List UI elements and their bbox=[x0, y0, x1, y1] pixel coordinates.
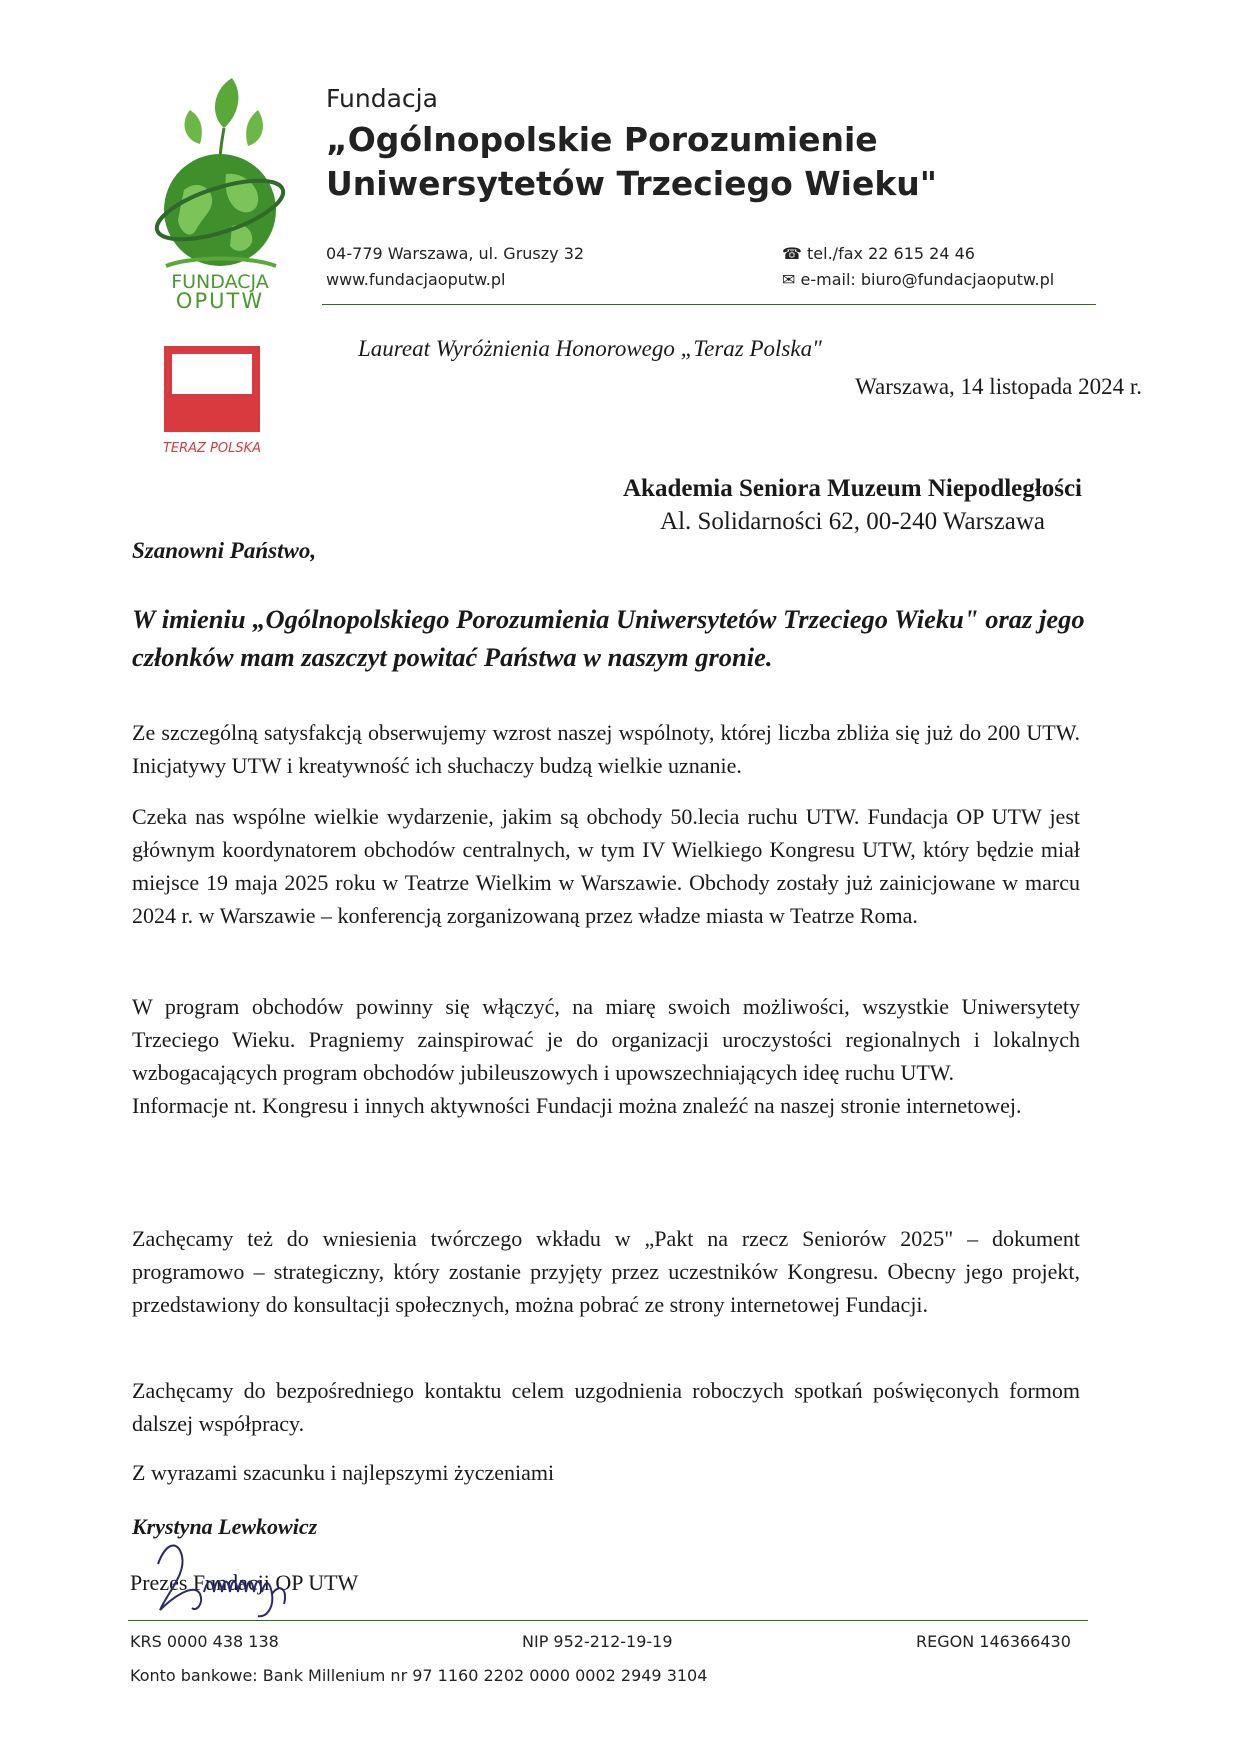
fundacja-label: Fundacja bbox=[326, 84, 438, 113]
paragraph-3 bbox=[132, 990, 1080, 1122]
paragraph-3b: Informacje nt. Kongresu i innych aktywności Fundacji można znaleźć na naszej stronie internetowej. bbox=[132, 1093, 1022, 1118]
intro-paragraph: W imieniu „Ogólnopolskiego Porozumienia Uniwersytetów Trzeciego Wieku" oraz jego członków mam zaszczyt powitać Państwa w naszym gronie. bbox=[132, 604, 1085, 672]
paragraph-1: Ze szczególną satysfakcją obserwujemy wzrost naszej wspólnoty, której liczba zbliża się już do 200 UTW. Inicjatywy UTW i kreatywność ich słuchaczy budzą wielkie uznanie. bbox=[132, 720, 1080, 778]
phone-contact bbox=[782, 244, 975, 263]
handwritten-signature bbox=[138, 1512, 378, 1622]
krs-number: KRS 0000 438 138 bbox=[130, 1632, 279, 1651]
recipient-address: Al. Solidarności 62, 00-240 Warszawa bbox=[660, 508, 1045, 535]
teraz-polska-emblem bbox=[162, 344, 266, 456]
logo-text-fundacja: FUNDACJA bbox=[171, 271, 269, 293]
salutation: Szanowni Państwo, bbox=[132, 538, 317, 563]
footer-divider bbox=[128, 1620, 1088, 1621]
envelope-icon: ✉ bbox=[782, 270, 796, 289]
paragraph-2: Czeka nas wspólne wielkie wydarzenie, jakim są obchody 50.lecia ruchu UTW. Fundacja OP UTW jest głównym koordynatorem obchodów centralnych, w tym IV Wielkiego Kongresu UTW, który będzie miał miejsce 19 maja 2025 roku w Teatrze Wielkim w Warszawie. Obchody zostały już zainicjowane w marcu 2024 r. w Warszawie – konferencją zorganizowaną przez władze miasta w Teatrze Roma. bbox=[132, 804, 1080, 928]
paragraph-4: Zachęcamy też do wniesienia twórczego wkładu w „Pakt na rzecz Seniorów 2025" – dokument programowo – strategiczny, który zostanie przyjęty przez uczestników Kongresu. Obecny jego projekt, przedstawiony do konsultacji społecznych, można pobrać ze strony internetowej Fundacji. bbox=[132, 1226, 1080, 1317]
nip-number: NIP 952-212-19-19 bbox=[522, 1632, 673, 1651]
paragraph-5: Zachęcamy do bezpośredniego kontaktu celem uzgodnienia roboczych spotkań poświęconych formom dalszej współpracy. bbox=[132, 1378, 1080, 1436]
recipient-block bbox=[623, 472, 1082, 538]
fundacja-oputw-logo bbox=[140, 70, 300, 310]
laureat-line: Laureat Wyróżnienia Honorowego „Teraz Polska" bbox=[358, 336, 822, 361]
paragraph-3a: W program obchodów powinny się włączyć, na miarę swoich możliwości, wszystkie Uniwersytety Trzeciego Wieku. Pragniemy zainspirować je do organizacji uroczystości regionalnych i lokalnych wzbogacających program obchodów jubileuszowych i upowszechniających ideę ruchu UTW. bbox=[132, 994, 1080, 1085]
teraz-polska-text: TERAZ POLSKA bbox=[162, 441, 262, 456]
email-text: e-mail: biuro@fundacjaoputw.pl bbox=[800, 270, 1055, 289]
signatory-role: Prezes Fundacji OP UTW bbox=[130, 1570, 359, 1595]
header-divider bbox=[322, 304, 1096, 305]
address: 04-779 Warszawa, ul. Gruszy 32 bbox=[326, 244, 585, 263]
letter-date: Warszawa, 14 listopada 2024 r. bbox=[855, 374, 1142, 399]
phone-text: tel./fax 22 615 24 46 bbox=[807, 244, 975, 263]
regon-number: REGON 146366430 bbox=[916, 1632, 1071, 1651]
email-contact[interactable] bbox=[782, 270, 1054, 289]
foundation-name-line-1: „Ogólnopolskie Porozumienie bbox=[326, 120, 878, 159]
foundation-name-line-2: Uniwersytetów Trzeciego Wieku" bbox=[326, 164, 937, 203]
logo-text-oputw: OPUTW bbox=[175, 289, 265, 310]
phone-icon: ☎ bbox=[782, 244, 802, 263]
signatory-name: Krystyna Lewkowicz bbox=[132, 1514, 318, 1539]
bank-account: Konto bankowe: Bank Millenium nr 97 1160 2202 0000 0002 2949 3104 bbox=[130, 1666, 708, 1685]
closing-line: Z wyrazami szacunku i najlepszymi życzeniami bbox=[132, 1460, 555, 1485]
recipient-name: Akademia Seniora Muzeum Niepodległości bbox=[622, 475, 1082, 502]
website-link[interactable]: www.fundacjaoputw.pl bbox=[326, 270, 506, 289]
